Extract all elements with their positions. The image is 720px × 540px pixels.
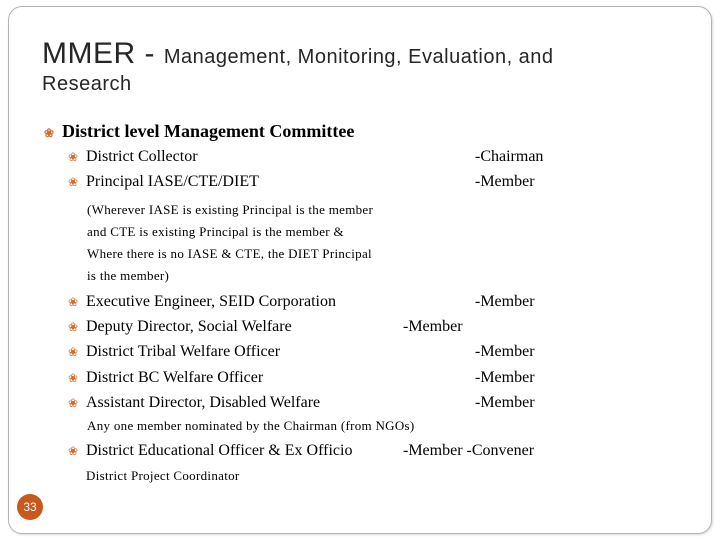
member-name: Assistant Director, Disabled Welfare xyxy=(86,394,321,411)
list-item xyxy=(68,343,280,361)
member-role: -Member xyxy=(475,394,535,411)
flower-bullet-icon: ❀ xyxy=(68,345,79,359)
list-item xyxy=(68,173,259,191)
member-role: -Member xyxy=(403,318,463,335)
note-line: Where there is no IASE & CTE, the DIET Principal xyxy=(87,246,372,261)
list-item xyxy=(68,369,263,387)
last-note: District Project Coordinator xyxy=(86,468,240,483)
flower-bullet-icon: ❀ xyxy=(68,396,79,410)
member-name: Deputy Director, Social Welfare xyxy=(86,318,292,335)
list-item xyxy=(68,394,320,412)
note-line: is the member) xyxy=(87,268,170,283)
member-role: -Member xyxy=(475,293,535,310)
list-item xyxy=(68,318,292,336)
slide-title xyxy=(42,36,702,96)
list-item xyxy=(68,293,336,311)
member-role: -Member xyxy=(475,369,535,386)
member-role: -Member xyxy=(475,173,535,190)
member-role: -Member xyxy=(475,343,535,360)
flower-bullet-icon: ❀ xyxy=(68,175,79,189)
member-name: District Tribal Welfare Officer xyxy=(86,343,281,360)
note-line: and CTE is existing Principal is the member & xyxy=(87,224,344,239)
member-name: District BC Welfare Officer xyxy=(86,369,264,386)
list-item xyxy=(68,148,198,166)
flower-bullet-icon: ❀ xyxy=(68,444,79,458)
flower-bullet-icon: ❀ xyxy=(68,320,79,334)
page-number-badge: 33 xyxy=(17,494,43,520)
member-name: Executive Engineer, SEID Corporation xyxy=(86,293,336,310)
ngo-note: Any one member nominated by the Chairman (from NGOs) xyxy=(87,418,415,433)
title-rest: Management, Monitoring, Evaluation, and xyxy=(163,46,554,68)
list-item xyxy=(68,442,352,460)
committee-heading-row xyxy=(44,121,354,142)
flower-bullet-icon: ❀ xyxy=(68,295,79,309)
principal-note xyxy=(87,199,373,287)
member-name: Principal IASE/CTE/DIET xyxy=(86,173,259,190)
member-role: -Member -Convener xyxy=(403,442,535,459)
member-role: -Chairman xyxy=(475,148,544,165)
member-name: District Collector xyxy=(86,148,198,165)
note-line: (Wherever IASE is existing Principal is the member xyxy=(87,202,374,217)
title-main: MMER - xyxy=(42,37,164,70)
member-name: District Educational Officer & Ex Officio xyxy=(86,442,353,459)
flower-bullet-icon: ❀ xyxy=(68,371,79,385)
committee-heading: District level Management Committee xyxy=(62,121,355,141)
flower-bullet-icon: ❀ xyxy=(44,126,55,140)
flower-bullet-icon: ❀ xyxy=(68,150,79,164)
title-line2: Research xyxy=(42,73,132,95)
